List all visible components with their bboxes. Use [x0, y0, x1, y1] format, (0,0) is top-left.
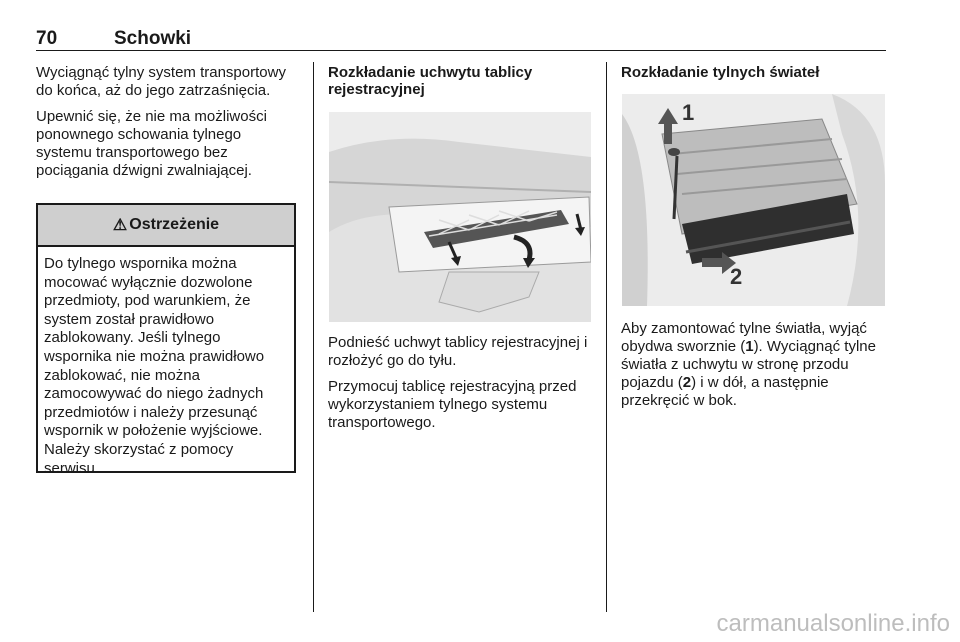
section-heading: Rozkładanie uchwytu tablicy rejestracyjnej — [328, 64, 533, 98]
warning-box — [36, 203, 296, 477]
column-3 — [621, 64, 889, 81]
callout-2: 2 — [730, 264, 743, 289]
page-header — [36, 28, 886, 52]
warning-triangle-icon: ⚠ — [112, 217, 128, 234]
text-run: ) i w dół, a następnie przekręcić w bok. — [621, 374, 829, 409]
column-2-text — [328, 334, 593, 440]
column-3-text — [621, 320, 889, 418]
watermark: carmanualsonline.info — [716, 610, 950, 637]
page-number: 70 — [36, 28, 58, 49]
column-divider-2 — [606, 62, 607, 612]
column-2 — [328, 64, 593, 98]
callout-1: 1 — [682, 100, 695, 125]
text-run: ). Wyciągnąć tylne światła z uchwytu w stronę przodu pojazdu ( — [621, 338, 876, 391]
paragraph: Upewnić się, że nie ma możliwości ponownego schowania tylnego systemu transportowego bez pociągania dźwigni zwalniającej. — [36, 108, 267, 179]
paragraph: Przymocuj tablicę rejestracyjną przed wykorzystaniem tylnego systemu transportowego. — [328, 378, 577, 431]
section-heading: Rozkładanie tylnych świateł — [621, 64, 820, 81]
column-divider-1 — [313, 62, 314, 612]
license-plate-holder-illustration — [329, 112, 591, 322]
warning-header — [38, 205, 294, 247]
warning-text: Do tylnego wspornika można mocować wyłącznie dozwolone przedmioty, pod warunkiem, że system został prawidłowo zablokowany. Jeśli tylnego wspornika nie można prawidłowo zablokować, nie można zamocowywać do niego żadnych przedmiotów i należy przesunąć wspornik w położenie wyjściowe. Należy skorzystać z pomocy serwisu. — [44, 255, 265, 477]
paragraph — [621, 320, 889, 410]
header-rule — [36, 50, 886, 51]
ref-1: 1 — [745, 338, 754, 355]
paragraph: Wyciągnąć tylny system transportowy do końca, aż do jego zatrzaśnięcia. — [36, 64, 286, 99]
ref-2: 2 — [682, 374, 692, 391]
text-run: Aby zamontować tylne światła, wyjąć obydwa sworznie ( — [621, 320, 867, 355]
rear-lights-illustration — [622, 94, 885, 306]
column-1 — [36, 64, 298, 188]
warning-title: Ostrzeżenie — [129, 216, 220, 233]
chapter-title: Schowki — [114, 28, 192, 49]
paragraph: Podnieść uchwyt tablicy rejestracyjnej i rozłożyć go do tyłu. — [328, 334, 588, 369]
